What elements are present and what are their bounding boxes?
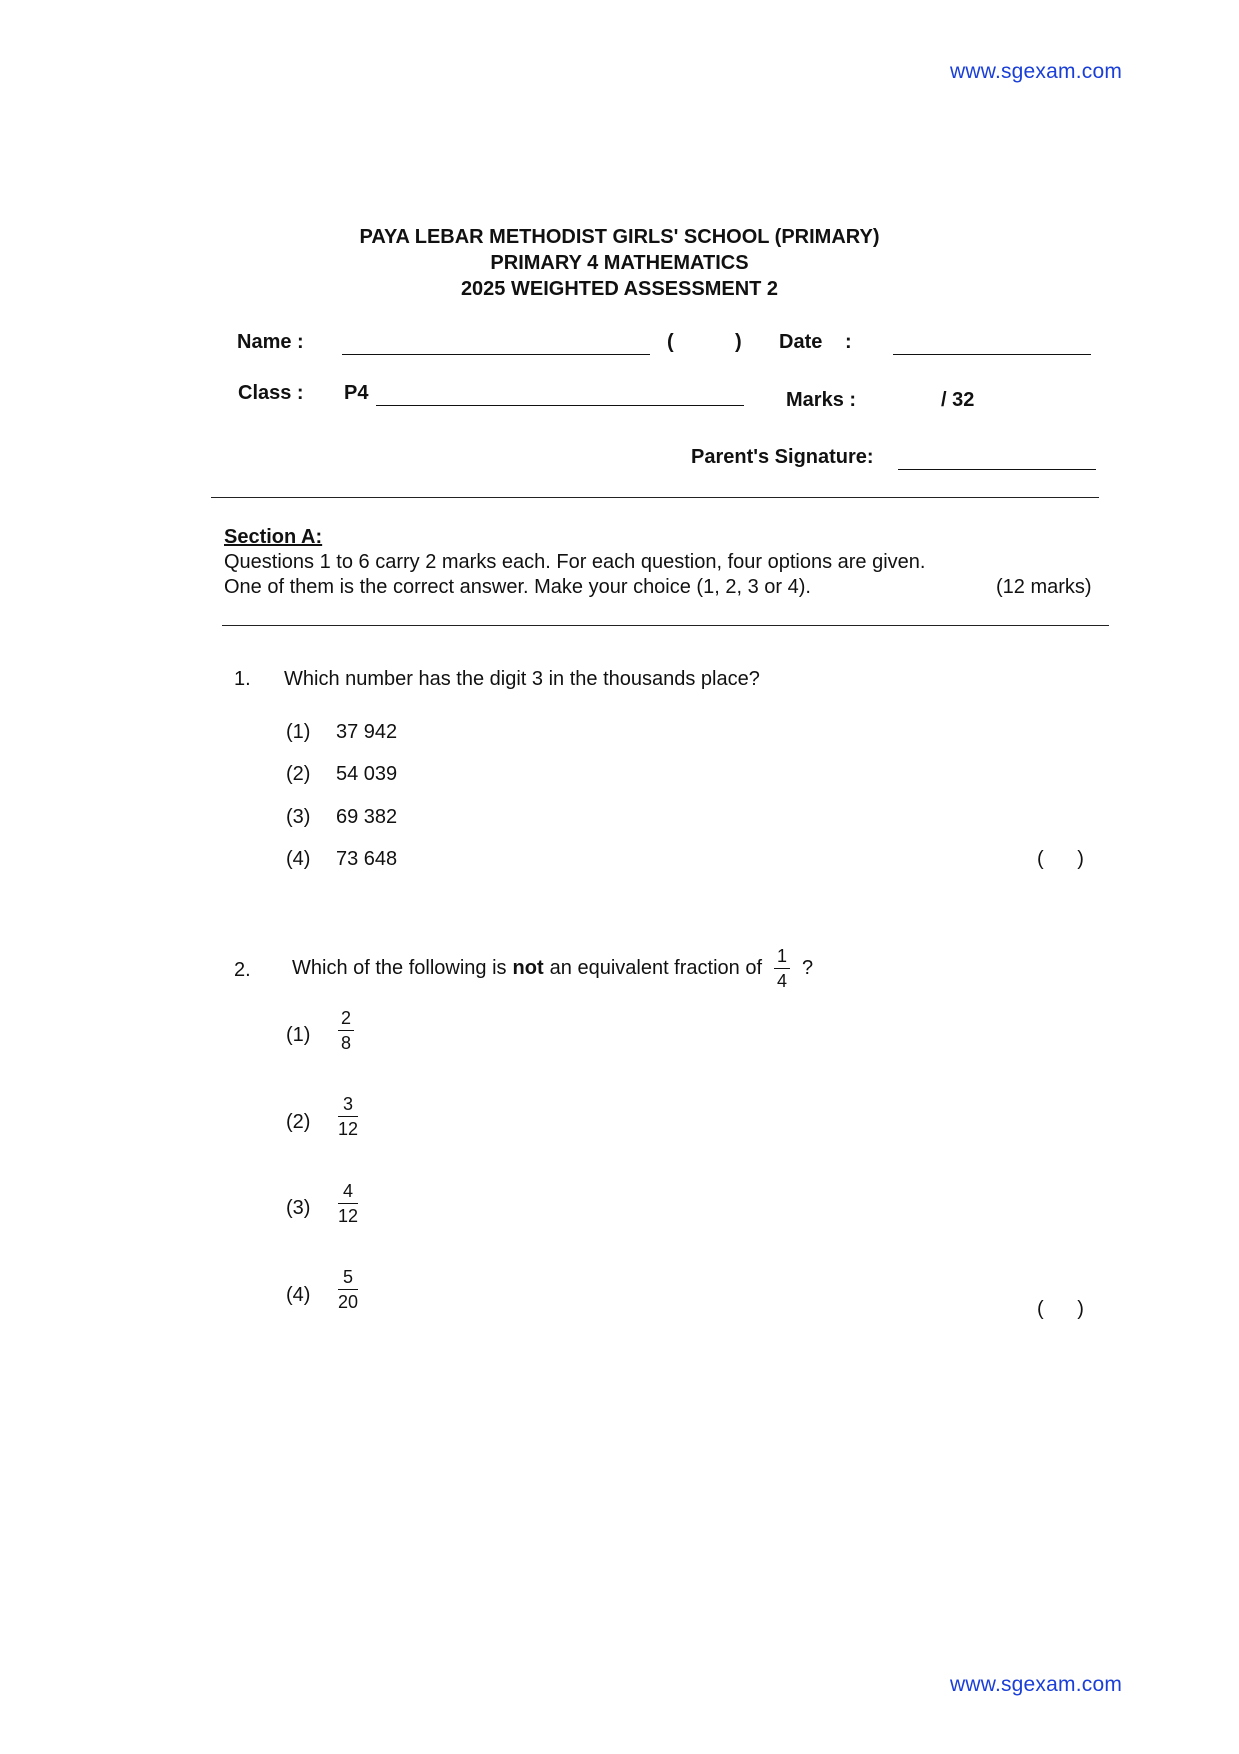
fraction-bar: [774, 968, 790, 969]
marks-total: / 32: [941, 389, 975, 411]
question-1-number: 1.: [234, 668, 251, 690]
signature-label: Parent's Signature:: [691, 446, 874, 468]
q2-option-2-denominator: 12: [338, 1119, 359, 1139]
q2-option-2-label[interactable]: (2): [286, 1111, 311, 1133]
q2-option-2-fraction: [338, 1094, 358, 1139]
q1-option-3-label[interactable]: (3): [286, 806, 311, 828]
q2-option-2-numerator: 3: [343, 1094, 354, 1114]
q1-option-4-label[interactable]: (4): [286, 848, 311, 870]
q2-option-3-denominator: 12: [338, 1206, 359, 1226]
class-field[interactable]: [376, 405, 744, 406]
q2-option-3-numerator: 4: [343, 1181, 354, 1201]
school-title: PAYA LEBAR METHODIST GIRLS' SCHOOL (PRIMARY): [359, 226, 880, 248]
fraction-bar: [338, 1203, 358, 1204]
index-open-paren: (: [667, 331, 674, 353]
signature-field[interactable]: [898, 469, 1096, 470]
q1-option-1-label[interactable]: (1): [286, 721, 311, 743]
fraction-bar: [338, 1289, 358, 1290]
question-2-number: 2.: [234, 959, 251, 981]
q2-text-before: Which of the following is: [292, 957, 507, 979]
q2-option-1-fraction: [338, 1008, 354, 1053]
q2-question-mark: ?: [802, 957, 814, 979]
date-colon: :: [845, 331, 852, 353]
section-instructions-line1: Questions 1 to 6 carry 2 marks each. For each question, four options are given.: [224, 551, 926, 573]
name-label: Name :: [237, 331, 304, 353]
subject-title: PRIMARY 4 MATHEMATICS: [490, 252, 749, 274]
q1-answer-bracket[interactable]: ( ): [1037, 848, 1084, 870]
q2-option-3-fraction: [338, 1181, 358, 1226]
watermark-bottom: www.sgexam.com: [950, 1673, 1123, 1696]
fraction-bar: [338, 1030, 354, 1031]
q1-option-1-value: 37 942: [336, 721, 398, 743]
assessment-title: 2025 WEIGHTED ASSESSMENT 2: [460, 278, 779, 300]
q2-target-numerator: 1: [777, 946, 788, 966]
name-field[interactable]: [342, 354, 650, 355]
section-divider: [222, 625, 1109, 626]
date-label: Date: [779, 331, 823, 353]
section-instructions-line2: One of them is the correct answer. Make your choice (1, 2, 3 or 4).: [224, 576, 811, 598]
watermark-top: www.sgexam.com: [950, 60, 1123, 83]
class-prefix: P4: [344, 382, 369, 404]
q2-text-emphasis: not: [512, 957, 544, 979]
section-marks: (12 marks): [996, 576, 1092, 598]
date-field[interactable]: [893, 354, 1091, 355]
q1-option-4-value: 73 648: [336, 848, 398, 870]
q2-text-after: an equivalent fraction of: [549, 957, 763, 979]
index-close-paren: ): [735, 331, 742, 353]
question-2-text: [292, 946, 813, 991]
q2-option-1-numerator: 2: [340, 1008, 351, 1028]
q2-option-4-label[interactable]: (4): [286, 1284, 311, 1306]
question-1-text: Which number has the digit 3 in the thousands place?: [284, 668, 760, 690]
q2-option-3-label[interactable]: (3): [286, 1197, 311, 1219]
q2-option-1-label[interactable]: (1): [286, 1024, 311, 1046]
q2-option-4-fraction: [338, 1267, 358, 1312]
fraction-bar: [338, 1116, 358, 1117]
q1-option-2-value: 54 039: [336, 763, 398, 785]
q2-option-4-denominator: 20: [338, 1292, 359, 1312]
q2-option-1-denominator: 8: [340, 1033, 351, 1053]
q2-target-denominator: 4: [777, 971, 788, 991]
q2-target-fraction: [774, 946, 790, 991]
q2-answer-bracket[interactable]: ( ): [1037, 1298, 1084, 1320]
header-divider: [211, 497, 1099, 498]
q2-option-4-numerator: 5: [343, 1267, 354, 1287]
marks-label: Marks :: [786, 389, 857, 411]
q1-option-2-label[interactable]: (2): [286, 763, 311, 785]
class-label: Class :: [238, 382, 304, 404]
q1-option-3-value: 69 382: [336, 806, 398, 828]
section-title: Section A:: [224, 526, 323, 548]
